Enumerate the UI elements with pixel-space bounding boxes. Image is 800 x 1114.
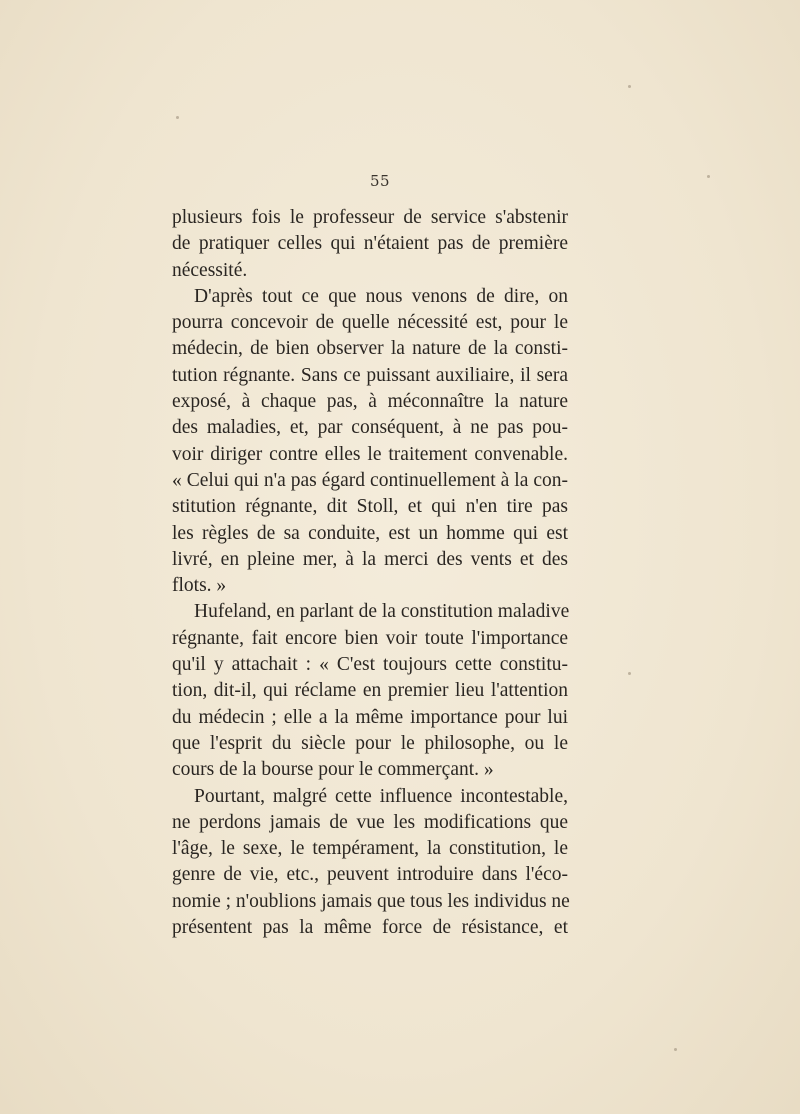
text-line: médecin, de bien observer la nature de la consti- <box>172 338 568 360</box>
text-line: flots. » <box>172 575 227 597</box>
page-number: 55 <box>369 172 391 190</box>
text-line: livré, en pleine mer, à la merci des vents et des <box>172 548 568 570</box>
text-line: régnante, fait encore bien voir toute l'importance <box>172 627 568 649</box>
paper-speck <box>674 1048 677 1051</box>
text-line: exposé, à chaque pas, à méconnaître la nature <box>172 391 568 413</box>
paper-speck <box>176 116 179 119</box>
text-line: que l'esprit du siècle pour le philosophe, ou le <box>172 732 568 754</box>
text-line: nomie ; n'oublions jamais que tous les individus ne <box>172 890 570 912</box>
text-line: tion, dit-il, qui réclame en premier lieu l'attention <box>172 680 568 702</box>
paper-speck <box>707 175 710 178</box>
body-text <box>172 205 568 941</box>
text-line: présentent pas la même force de résistance, et <box>172 917 568 939</box>
text-line: tution régnante. Sans ce puissant auxiliaire, il sera <box>172 364 568 386</box>
text-line: les règles de sa conduite, est un homme qui est <box>172 522 568 544</box>
text-line: des maladies, et, par conséquent, à ne pas pou- <box>172 417 568 439</box>
text-line: D'après tout ce que nous venons de dire, on <box>194 285 568 307</box>
text-line: plusieurs fois le professeur de service s'abstenir <box>172 207 568 228</box>
text-line: qu'il y attachait : « C'est toujours cette constitu- <box>172 654 568 676</box>
text-line: voir diriger contre elles le traitement convenable. <box>172 443 568 465</box>
text-line: l'âge, le sexe, le tempérament, la constitution, le <box>172 838 568 860</box>
text-line: cours de la bourse pour le commerçant. » <box>172 759 494 781</box>
paper-speck <box>628 85 631 88</box>
text-line: « Celui qui n'a pas égard continuellement à la con- <box>172 469 568 491</box>
text-line: Hufeland, en parlant de la constitution maladive <box>194 601 570 623</box>
text-line: stitution régnante, dit Stoll, et qui n'en tire pas <box>172 496 568 518</box>
text-line: pourra concevoir de quelle nécessité est, pour le <box>172 312 568 334</box>
text-line: ne perdons jamais de vue les modifications que <box>172 811 568 833</box>
paper-speck <box>628 672 631 675</box>
text-line: Pourtant, malgré cette influence incontestable, <box>194 785 568 807</box>
text-line: nécessité. <box>172 259 248 281</box>
text-line: de pratiquer celles qui n'étaient pas de première <box>172 233 568 255</box>
text-line: genre de vie, etc., peuvent introduire dans l'éco- <box>172 864 568 886</box>
text-line: du médecin ; elle a la même importance pour lui <box>172 706 568 728</box>
